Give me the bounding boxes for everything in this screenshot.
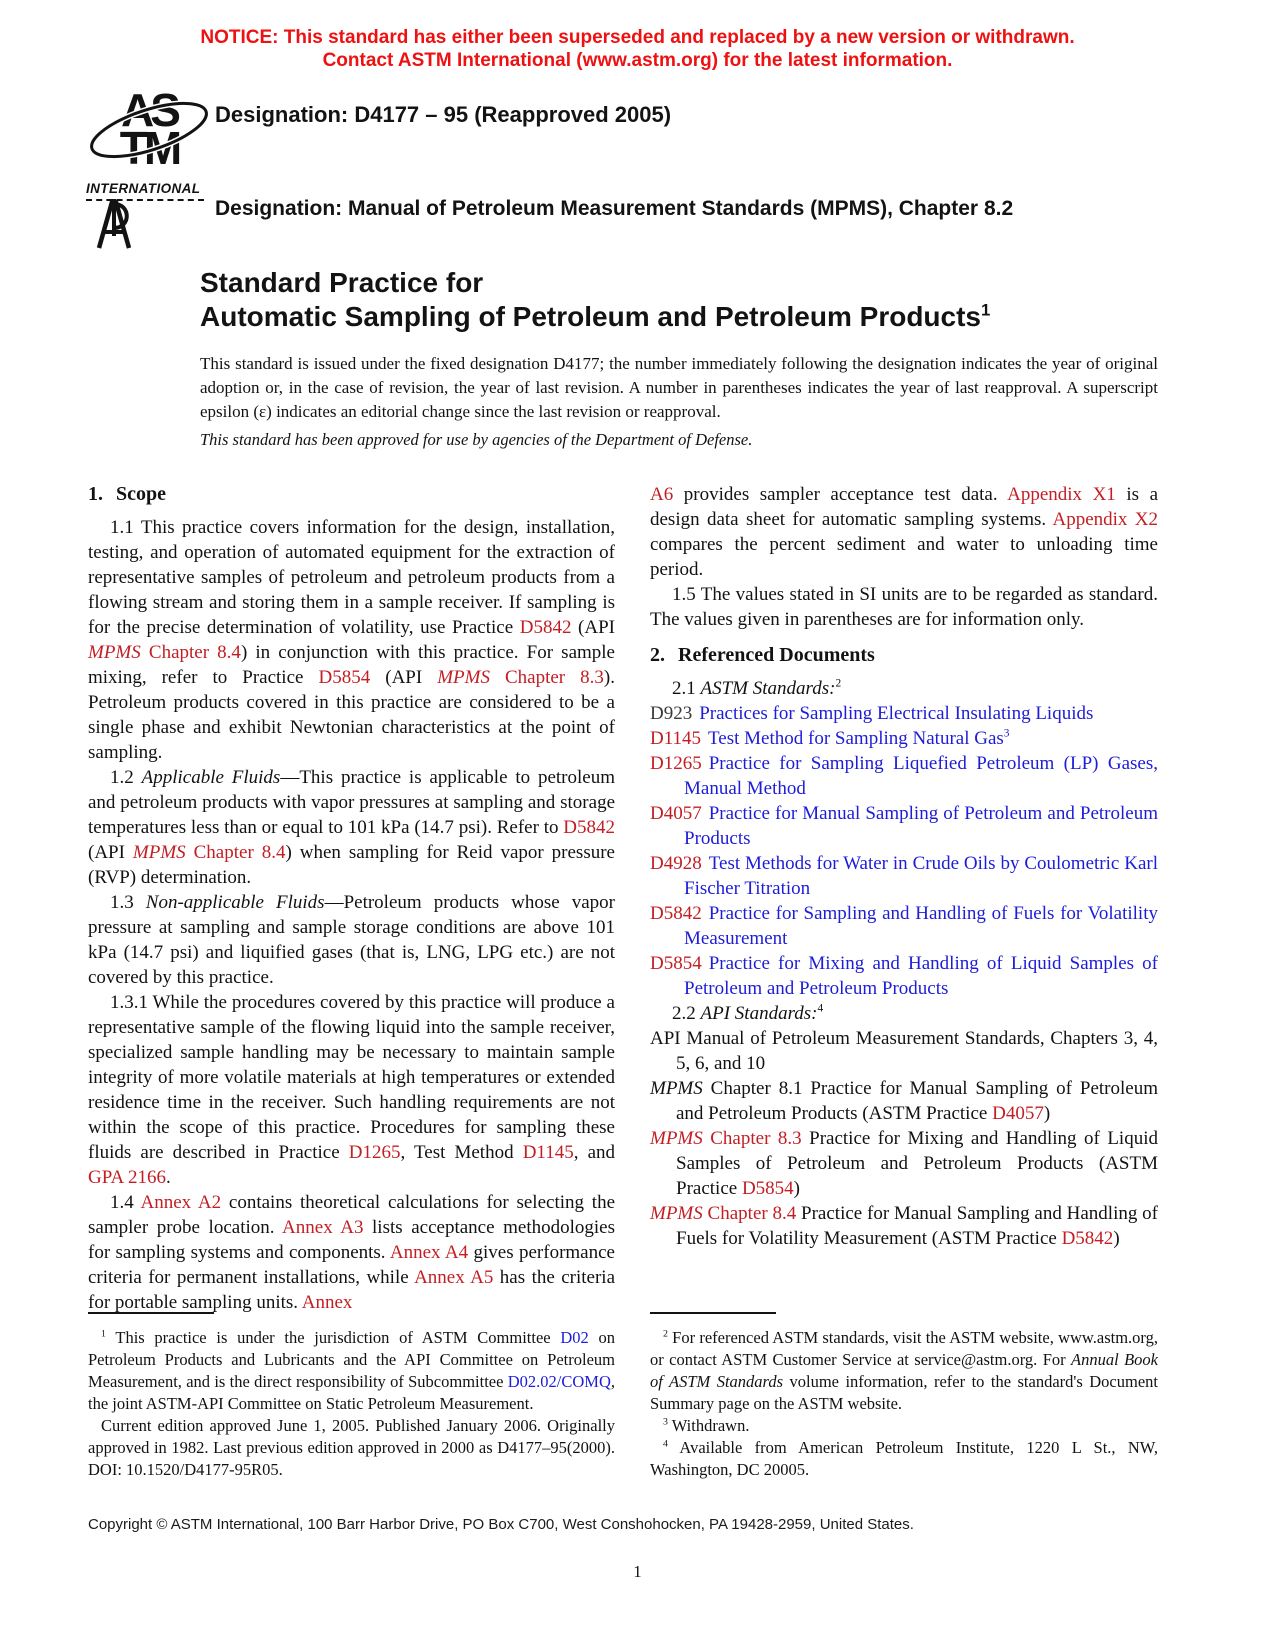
link[interactable]: Chapter 8.4	[140, 642, 241, 663]
right-column	[650, 482, 1158, 1251]
text-segment: has the criteria for portable sampling units.	[88, 1267, 616, 1313]
text-segment: 2	[835, 677, 842, 690]
link[interactable]: A6	[650, 484, 674, 505]
link[interactable]: D1265	[650, 753, 702, 774]
reference-item-d1265	[650, 751, 1158, 801]
text-segment: lists acceptance methodologies for sampling systems and components.	[88, 1217, 615, 1263]
api-logo	[95, 196, 133, 257]
text-segment: For referenced ASTM standards, visit the ASTM website, www.astm.org, or contact ASTM Customer Service at service@astm.org. For	[650, 1328, 1158, 1369]
text-segment: 4	[817, 1002, 824, 1015]
section-heading-scope	[88, 482, 615, 507]
astm-logo-letters-bottom: TM	[119, 122, 179, 174]
link[interactable]: MPMS	[650, 1203, 703, 1224]
link[interactable]: Annex A2	[140, 1192, 222, 1213]
link[interactable]: Test Methods for Water in Crude Oils by Coulometric Karl Fischer Titration	[684, 853, 1158, 899]
text-segment: —This practice is applicable to petroleum and petroleum products with vapor pressures at sampling and storage temperatures less than or equal to 101 kPa (14.7 psi). Refer to	[88, 767, 616, 838]
text-segment: , the joint ASTM-API Committee on Static Petroleum Measurement.	[88, 1372, 615, 1413]
text-segment: 2	[663, 1328, 668, 1340]
text-segment: (API	[370, 667, 438, 688]
text-segment: gives performance criteria for permanent installations, while	[88, 1242, 615, 1288]
link[interactable]: D1145	[522, 1142, 574, 1163]
text-segment: ) when sampling for Reid vapor pressure (RVP) determination.	[88, 842, 615, 888]
designation-astm: Designation: D4177 – 95 (Reapproved 2005)	[215, 102, 672, 127]
text-segment: , and	[573, 1142, 616, 1163]
text-segment: MPMS	[650, 1078, 703, 1099]
title-text: Automatic Sampling of Petroleum and Petroleum Products	[200, 301, 981, 332]
link[interactable]: Practice for Mixing and Handling of Liquid Samples of Petroleum and Petroleum Products	[684, 953, 1158, 999]
link[interactable]: MPMS	[88, 642, 141, 663]
text-segment: Current edition approved June 1, 2005. Published January 2006. Originally approved in 1982. Last previous edition approved in 2000 as D4177–95(2000). DOI: 10.1520/D4177-95R05.	[88, 1416, 615, 1479]
text-segment: 1	[101, 1328, 106, 1340]
text-segment: (API	[88, 842, 133, 863]
text-segment: 4	[663, 1438, 668, 1450]
footnote-2	[650, 1327, 1158, 1415]
text-segment: )	[1113, 1228, 1120, 1249]
link[interactable]: D5854	[318, 667, 371, 688]
footnotes-right	[650, 1312, 1158, 1481]
link[interactable]: D5842	[563, 817, 615, 838]
link[interactable]: D02	[560, 1328, 589, 1347]
text-segment: volume information, refer to the standard's Document Summary page on the ASTM website.	[650, 1372, 1158, 1413]
paragraph-1-4-continued	[650, 482, 1158, 582]
text-segment: —Petroleum products whose vapor pressure at sampling and sample storage conditions are above 101 kPa (14.7 psi) and liquified gases (that is, LNG, LPG etc.) are not covered by this practice.	[88, 892, 616, 988]
reference-item-d5854	[650, 951, 1158, 1001]
section-heading-referenced-documents	[650, 643, 1158, 668]
text-segment: ASTM Standards:	[700, 678, 836, 699]
link[interactable]: D4928	[650, 853, 702, 874]
reference-item-d5842	[650, 901, 1158, 951]
text-segment: (API	[571, 617, 615, 638]
link[interactable]: D5842	[1061, 1228, 1114, 1249]
text-segment: Practice for Mixing and Handling of Liquid Samples of Petroleum and Petroleum Products (ASTM Practice	[676, 1128, 1158, 1199]
designation-api: Designation: Manual of Petroleum Measurement Standards (MPMS), Chapter 8.2	[215, 197, 1014, 220]
text-segment: on Petroleum Products and Lubricants and the API Committee on Petroleum Measurement, and is the direct responsibility of Subcommittee	[88, 1328, 616, 1391]
paragraph-1-3-1	[88, 990, 615, 1190]
text-segment: 1.1 This practice covers information for the design, installation, testing, and operation of automated equipment for the extraction of representative samples of petroleum and petroleum products from a flowing stream and storing them in a sample receiver. If sampling is for the precise determination of volatility, use Practice	[88, 517, 615, 638]
reference-item-d923	[650, 701, 1158, 726]
title-footnote-ref: 1	[981, 300, 991, 320]
text-segment: Non-applicable Fluids	[145, 892, 325, 913]
text-segment: 3	[663, 1416, 668, 1428]
paragraph-1-5	[650, 582, 1158, 632]
paragraph-1-4	[88, 1190, 615, 1315]
text-segment: Available from American Petroleum Institute, 1220 L St., NW, Washington, DC 20005.	[650, 1438, 1158, 1479]
link[interactable]: Annex A5	[414, 1267, 494, 1288]
astm-international-logo	[86, 84, 214, 201]
footnote-rule	[650, 1312, 776, 1314]
footnote-3	[650, 1415, 1158, 1437]
paragraph-1-3	[88, 890, 615, 990]
link[interactable]: Chapter 8.4	[185, 842, 286, 863]
paragraph-2-2	[650, 1001, 1158, 1026]
reference-item-mpms-8-4	[650, 1201, 1158, 1251]
link[interactable]: Practice for Manual Sampling of Petroleum and Petroleum Products	[684, 803, 1158, 849]
link[interactable]: Practices for Sampling Electrical Insulating Liquids	[699, 703, 1094, 724]
link[interactable]: Practice for Sampling Liquefied Petroleum (LP) Gases, Manual Method	[684, 753, 1158, 799]
link[interactable]: D5854	[650, 953, 702, 974]
reference-item-d1145	[650, 726, 1158, 751]
section-title: Referenced Documents	[678, 644, 875, 666]
link[interactable]: D5842	[650, 903, 702, 924]
text-segment: )	[1043, 1103, 1051, 1124]
link[interactable]: Test Method for Sampling Natural Gas	[708, 728, 1004, 749]
defense-approval-note: This standard has been approved for use by agencies of the Department of Defense.	[200, 430, 753, 449]
astm-globe-icon	[86, 84, 214, 174]
link[interactable]: MPMS	[650, 1128, 703, 1149]
link[interactable]: D5842	[519, 617, 572, 638]
link[interactable]: Appendix X1	[1007, 484, 1116, 505]
link[interactable]: D4057	[992, 1103, 1044, 1124]
footnote-rule	[88, 1312, 214, 1314]
link[interactable]: D1265	[348, 1142, 401, 1163]
text-segment: This practice is under the jurisdiction of ASTM Committee	[105, 1328, 561, 1347]
reference-item-mpms-8-3	[650, 1126, 1158, 1201]
astm-logo-subtitle: INTERNATIONAL	[86, 181, 201, 196]
text-segment: 1.2	[110, 767, 142, 788]
paragraph-2-1	[650, 676, 1158, 701]
reference-item-d4057	[650, 801, 1158, 851]
section-title: Scope	[116, 483, 166, 505]
text-segment: API Manual of Petroleum Measurement Standards, Chapters 3, 4, 5, 6, and 10	[650, 1028, 1158, 1074]
title-line-2	[200, 300, 990, 334]
page-number: 1	[633, 1562, 642, 1581]
issuance-note: This standard is issued under the fixed designation D4177; the number immediately following the designation indicates the year of original adoption or, in the case of revision, the year of last revision. A number in parentheses indicates the year of last reapproval. A superscript epsilon (ε) indicates an editorial change since the last revision or reapproval.	[200, 354, 1158, 421]
link[interactable]: Chapter 8.3	[702, 1128, 802, 1149]
document-title	[200, 266, 990, 334]
text-segment: 3	[1003, 727, 1010, 740]
paragraph-1-1	[88, 515, 615, 765]
link[interactable]: Annex A4	[389, 1242, 469, 1263]
reference-item-d4928	[650, 851, 1158, 901]
link[interactable]: Annex	[301, 1292, 353, 1313]
api-monogram-icon	[95, 196, 133, 252]
link[interactable]: Chapter 8.4	[702, 1203, 797, 1224]
astm-logo-letters-top: AS	[121, 84, 177, 136]
link[interactable]: MPMS	[437, 667, 490, 688]
text-segment: 2.1	[672, 678, 701, 699]
link[interactable]: Appendix X2	[1052, 509, 1158, 530]
text-segment: .	[165, 1167, 171, 1188]
link[interactable]: D5854	[741, 1178, 794, 1199]
text-segment: provides sampler acceptance test data.	[673, 484, 1008, 505]
text-segment: 2.2	[672, 1003, 701, 1024]
notice-line-2: Contact ASTM International (www.astm.org) for the latest information.	[322, 50, 953, 71]
text-segment: , Test Method	[400, 1142, 523, 1163]
link[interactable]: Practice for Sampling and Handling of Fuels for Volatility Measurement	[684, 903, 1158, 949]
text-segment: compares the percent sediment and water to unloading time period.	[650, 534, 1158, 580]
supersession-notice	[0, 26, 1275, 72]
reference-item-mpms-8-1	[650, 1076, 1158, 1126]
text-segment: ) in conjunction with this practice. For sample mixing, refer to Practice	[88, 642, 615, 688]
text-segment: 1.4	[110, 1192, 141, 1213]
text-segment: Chapter 8.1 Practice for Manual Sampling of Petroleum and Petroleum Products (ASTM Practice	[676, 1078, 1158, 1124]
text-segment: 1.5 The values stated in SI units are to be regarded as standard. The values given in parentheses are for information only.	[650, 584, 1158, 630]
link[interactable]: Chapter 8.3	[489, 667, 604, 688]
text-segment: Practice for Manual Sampling and Handling of Fuels for Volatility Measurement (ASTM Practice	[676, 1203, 1158, 1249]
text-segment: 1.3.1 While the procedures covered by this practice will produce a representative sample of the flowing liquid into the sample receiver, specialized sample handling may be necessary to maintain sample integrity of more volatile materials at high temperatures or extended residence time in the receiver. Such handling requirements are not within the scope of this practice. Procedures for sampling these fluids are described in Practice	[88, 992, 615, 1163]
footnotes-left	[88, 1312, 615, 1481]
text-segment: Applicable Fluids	[141, 767, 281, 788]
paragraph-1-2	[88, 765, 615, 890]
text-segment: D923	[650, 703, 693, 724]
footnote-1-continued	[88, 1415, 615, 1481]
text-segment: ). Petroleum products covered in this practice are considered to be a single phase and exhibit Newtonian characteristics at the point of sampling.	[88, 667, 615, 763]
section-number: 1.	[88, 483, 103, 505]
link[interactable]: D4057	[650, 803, 702, 824]
text-segment: 1.3	[110, 892, 146, 913]
text-segment: )	[793, 1178, 800, 1199]
footnote-4	[650, 1437, 1158, 1481]
footnote-1	[88, 1327, 615, 1415]
text-segment: Annual Book of ASTM Standards	[650, 1350, 1158, 1391]
link[interactable]: GPA 2166	[88, 1167, 166, 1188]
left-column	[88, 482, 615, 1315]
text-segment: contains theoretical calculations for selecting the sampler probe location.	[88, 1192, 616, 1238]
link[interactable]: Annex A3	[282, 1217, 364, 1238]
title-line-1: Standard Practice for	[200, 267, 484, 298]
text-segment: is a design data sheet for automatic sampling systems.	[650, 484, 1159, 530]
text-segment: API Standards:	[700, 1003, 818, 1024]
link[interactable]: MPMS	[132, 842, 186, 863]
copyright-line: Copyright © ASTM International, 100 Barr Harbor Drive, PO Box C700, West Conshohocken, PA 19428-2959, United States.	[88, 1516, 914, 1533]
link[interactable]: D1145	[650, 728, 702, 749]
reference-item-api-mpms	[650, 1026, 1158, 1076]
link[interactable]: D02.02/COMQ	[507, 1372, 611, 1391]
notice-line-1: NOTICE: This standard has either been superseded and replaced by a new version or withdrawn.	[200, 27, 1075, 48]
section-number: 2.	[650, 644, 665, 666]
text-segment: Withdrawn.	[667, 1416, 750, 1435]
